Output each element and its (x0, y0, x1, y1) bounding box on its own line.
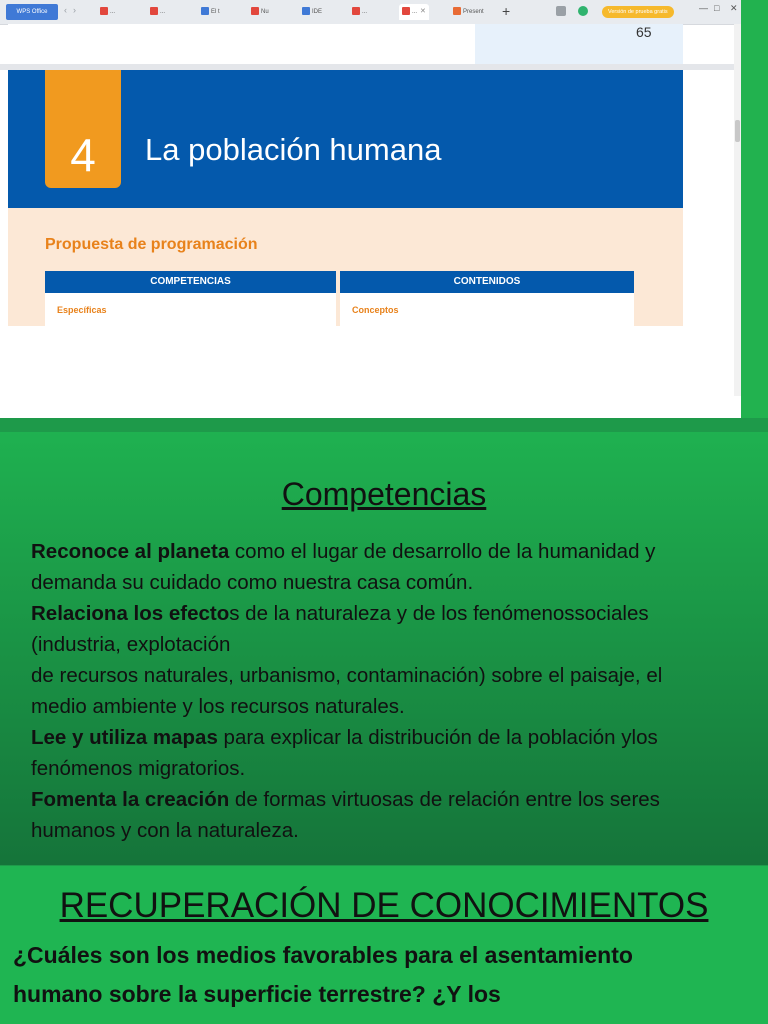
slide-competencias (0, 432, 768, 865)
doc-icon (201, 7, 209, 15)
column-header-contenidos: CONTENIDOS (340, 271, 634, 293)
maximize-button[interactable]: □ (714, 3, 720, 13)
section-title: Propuesta de programación (45, 236, 258, 253)
competencias-line: demanda su cuidado como nuestra casa común. (31, 571, 474, 594)
competencias-line: Lee y utiliza mapas para explicar la distribución de la población ylos (31, 726, 658, 749)
pdf-icon (100, 7, 108, 15)
unit-number: 4 (45, 70, 121, 188)
question-line: ¿Cuáles son los medios favorables para el asentamiento (13, 942, 633, 968)
competencias-line: Reconoce al planeta como el lugar de desarrollo de la humanidad y (31, 540, 656, 563)
tab-6[interactable]: ... (352, 4, 367, 20)
recuperacion-question (13, 936, 763, 1014)
question-line: humano sobre la superficie terrestre? ¿Y los (13, 981, 501, 1007)
tab-1[interactable]: ... (100, 4, 115, 20)
competencias-line: de recursos naturales, urbanismo, contaminación) sobre el paisaje, el (31, 664, 663, 687)
tab-bar (0, 0, 741, 25)
close-window-button[interactable]: ✕ (730, 3, 738, 13)
column-sub-conceptos: Conceptos (352, 305, 399, 315)
slide-screenshot (0, 0, 768, 418)
competencias-line: medio ambiente y los recursos naturales. (31, 695, 405, 718)
tab-7-active[interactable]: ... ✕ (399, 4, 429, 20)
competencias-line: (industria, explotación (31, 633, 231, 656)
column-header-competencias: COMPETENCIAS (45, 271, 336, 293)
pdf-icon (402, 7, 410, 15)
competencias-line: Fomenta la creación de formas virtuosas de relación entre los seres (31, 788, 660, 811)
slide-recuperacion (0, 866, 768, 1024)
competencias-line: fenómenos migratorios. (31, 757, 246, 780)
new-tab-button[interactable]: + (502, 3, 511, 19)
layout-icon[interactable] (556, 6, 566, 16)
competencias-line: humanos y con la naturaleza. (31, 819, 299, 842)
tab-2[interactable]: ... (150, 4, 165, 20)
tab-5[interactable]: IDE (302, 4, 322, 20)
doc-icon (302, 7, 310, 15)
competencias-title: Competencias (281, 476, 487, 512)
trial-badge[interactable]: Versión de prueba gratis (602, 6, 674, 18)
pdf-icon (150, 7, 158, 15)
competencias-body (31, 536, 751, 846)
pdf-icon (251, 7, 259, 15)
close-tab-icon[interactable]: ✕ (420, 8, 426, 15)
minimize-button[interactable]: — (699, 3, 708, 13)
presentation-icon (453, 7, 461, 15)
page-lower-area (8, 326, 683, 396)
recuperacion-title: RECUPERACIÓN DE CONOCIMIENTOS (59, 886, 709, 925)
wps-home-tab[interactable]: WPS Office (6, 4, 58, 20)
back-arrow-icon[interactable]: ‹ (64, 5, 67, 15)
sync-icon[interactable] (578, 6, 588, 16)
tab-3[interactable]: El t (201, 4, 220, 20)
scrollbar-thumb[interactable] (735, 120, 740, 142)
vertical-scrollbar[interactable] (734, 24, 741, 396)
previous-page-bottom (8, 24, 683, 64)
tab-8[interactable]: Present (453, 4, 484, 20)
unit-title: La población humana (145, 132, 442, 167)
page-number: 65 (636, 24, 652, 40)
forward-arrow-icon[interactable]: › (73, 5, 76, 15)
column-sub-especificas: Específicas (57, 305, 107, 315)
wps-window (0, 0, 741, 418)
tab-4[interactable]: Nu (251, 4, 269, 20)
pdf-icon (352, 7, 360, 15)
competencias-line: Relaciona los efectos de la naturaleza y de los fenómenossociales (31, 602, 649, 625)
